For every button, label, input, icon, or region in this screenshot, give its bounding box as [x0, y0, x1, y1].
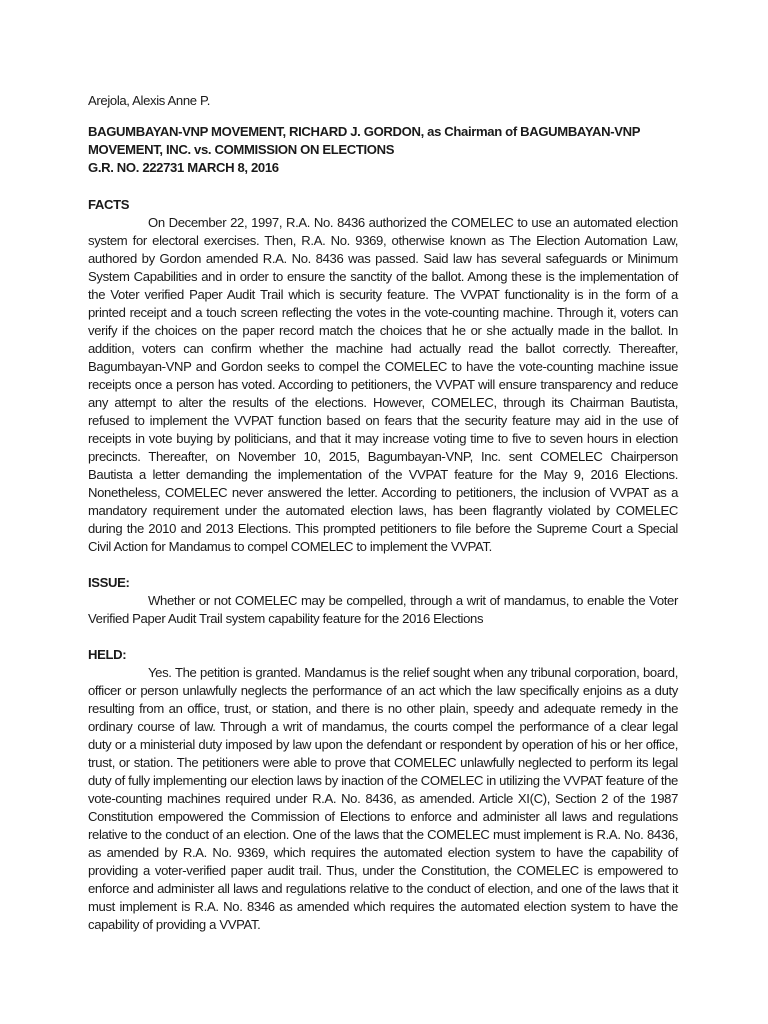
document-page [88, 92, 678, 934]
facts-body: On December 22, 1997, R.A. No. 8436 authorized the COMELEC to use an automated election system for electoral exercises. Then, R.A. No. 9369, otherwise known as The Election Automation Law, authored by Gordon amended R.A. No. 8436 was passed. Said law has several safeguards or Minimum System Capabilities and in order to ensure the sanctity of the ballot. Among these is the implementation of the Voter verified Paper Audit Trail which is security feature. The VVPAT functionality is in the form of a printed receipt and a touch screen reflecting the votes in the vote-counting machine. Through it, voters can verify if the choices on the paper record match the choices that he or she actually made in the ballot. In addition, voters can confirm whether the machine had actually read the ballot correctly. Thereafter, Bagumbayan-VNP and Gordon seeks to compel the COMELEC to have the vote-counting machine issue receipts once a person has voted. According to petitioners, the VVPAT will ensure transparency and reduce any attempt to alter the results of the elections. However, COMELEC, through its Chairman Bautista, refused to implement the VVPAT function based on fears that the security feature may aid in the use of receipts in vote buying by politicians, and that it may increase voting time to five to seven hours in election precincts. Thereafter, on November 10, 2015, Bagumbayan-VNP, Inc. sent COMELEC Chairperson Bautista a letter demanding the implementation of the VVPAT feature for the May 9, 2016 Elections. Nonetheless, COMELEC never answered the letter. According to petitioners, the inclusion of VVPAT as a mandatory requirement under the automated election laws, has been flagrantly violated by COMELEC during the 2010 and 2013 Elections. This prompted petitioners to file before the Supreme Court a Special Civil Action for Mandamus to compel COMELEC to implement the VVPAT. [88, 215, 678, 554]
author-name: Arejola, Alexis Anne P. [88, 93, 211, 108]
section-spacer [88, 628, 678, 646]
issue-section [88, 574, 678, 628]
case-title-line-2: MOVEMENT, INC. vs. COMMISSION ON ELECTIONS [88, 142, 395, 157]
section-spacer [88, 556, 678, 574]
facts-section [88, 196, 678, 556]
facts-heading: FACTS [88, 197, 130, 212]
case-title-line-1: BAGUMBAYAN-VNP MOVEMENT, RICHARD J. GORDON, as Chairman of BAGUMBAYAN-VNP [88, 124, 641, 139]
case-title [88, 123, 678, 177]
held-body: Yes. The petition is granted. Mandamus is the relief sought when any tribunal corporation, board, officer or person unlawfully neglects the performance of an act which the law specifically enjoins as a duty resulting from an office, trust, or station, and there is no other plain, speedy and adequate remedy in the ordinary course of law. Through a writ of mandamus, the courts compel the performance of a clear legal duty or a ministerial duty imposed by law upon the defendant or respondent by operation of his or her office, trust, or station. The petitioners were able to prove that COMELEC unlawfully neglected to perform its legal duty of fully implementing our election laws by inaction of the COMELEC in utilizing the VVPAT feature of the vote-counting machines required under R.A. No. 8436, as amended. Article XI(C), Section 2 of the 1987 Constitution empowered the Commission of Elections to enforce and administer all laws and regulations relative to the conduct of an election. One of the laws that the COMELEC must implement is R.A. No. 8436, as amended by R.A. No. 9369, which requires the automated election system to have the capability of providing a voter-verified paper audit trail. Thus, under the Constitution, the COMELEC is empowered to enforce and administer all laws and regulations relative to the conduct of election, and one of the laws that it must implement is R.A. No. 8346 as amended which requires the automated election system to have the capability of providing a VVPAT. [88, 665, 678, 932]
case-citation: G.R. NO. 222731 MARCH 8, 2016 [88, 160, 279, 175]
held-section [88, 646, 678, 934]
issue-heading: ISSUE: [88, 575, 130, 590]
held-heading: HELD: [88, 647, 127, 662]
issue-body: Whether or not COMELEC may be compelled, through a writ of mandamus, to enable the Voter Verified Paper Audit Trail system capability feature for the 2016 Elections [88, 593, 678, 626]
